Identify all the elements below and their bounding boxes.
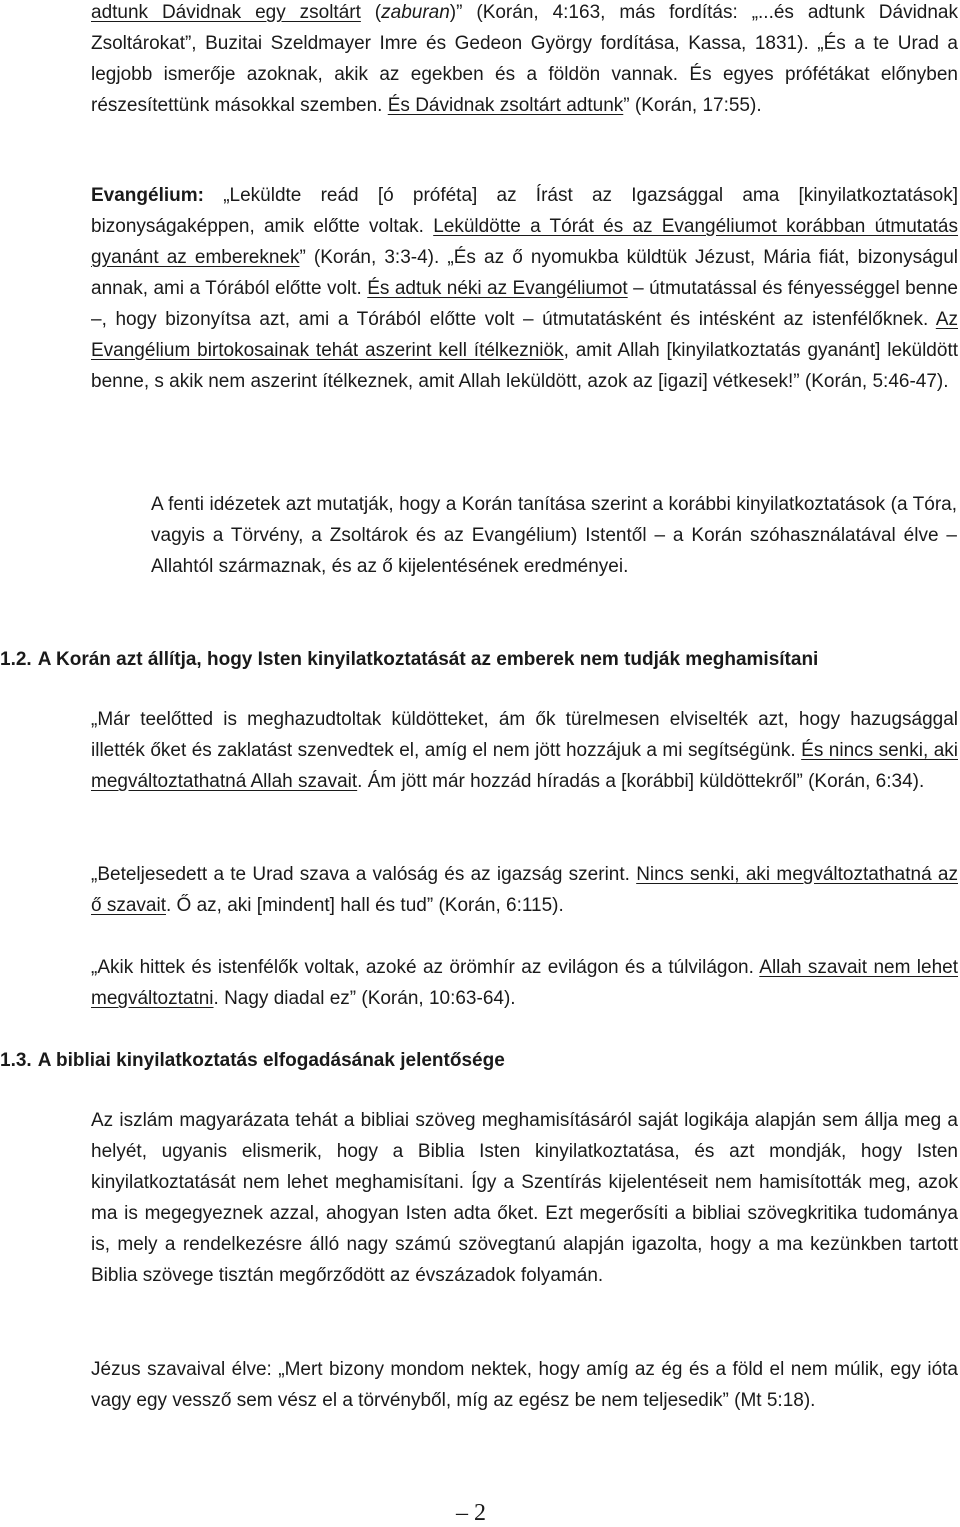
text-run: „Leküldte reád [ó próféta] az Írást az Igazsággal ama [kinyilatkoztatások] bizonyságaképpen, amik előtte voltak. (91, 185, 958, 237)
text-run: . Nagy diadal ez” (Korán, 10:63-64). (213, 988, 516, 1009)
bold-label: Evangélium: (91, 185, 204, 206)
underlined-quote: Az Evangélium birtokosainak tehát aszerint kell ítélkezniök (91, 309, 958, 361)
paragraph-jesus-quote: Jézus szavaival élve: „Mert bizony mondom nektek, hogy amíg az ég és a föld el nem múlik, egy ióta vagy egy vessző sem vész el a törvényből, míg az egész be nem teljesedik” (Mt 5:18). (91, 1359, 958, 1411)
text-run: „Akik hittek és istenfélők voltak, azoké az örömhír az evilágon és a túlvilágon. (91, 957, 760, 978)
paragraph-quote-10-63 (91, 952, 958, 1014)
underlined-quote: Leküldötte a Tórát és az Evangéliumot korábban útmutatás gyanánt az embereknek (91, 216, 958, 268)
paragraph-quote-6-34 (91, 704, 958, 797)
underlined-quote: És Dávidnak zsoltárt adtunk (387, 95, 624, 116)
section-heading-1-3 (0, 1046, 505, 1076)
paragraph-evangelium (91, 180, 958, 397)
section-number: 1.2. (0, 649, 32, 670)
text-run: „Már teelőtted is meghazudtoltak küldötteket, ám ők türelmesen elviselték azt, hogy hazugsággal illették őket és zaklatást szenvedtek el, amíg el nem jött hozzájuk a mi segítségünk. (91, 709, 958, 761)
underlined-quote: Allah szavait nem lehet megváltoztatni (91, 957, 959, 1009)
text-run: És a te Urad a legjobb ismerője azoknak, akik az egekben és a földön vannak. És egyes prófétákat előnyben részesítettünk másokkal szemben. (91, 33, 959, 116)
footer-dash: – (456, 1500, 468, 1526)
text-run: „Beteljesedett a te Urad szava a valóság és az igazság szerint. (91, 864, 637, 885)
underlined-quote: adtunk Dávidnak egy zsoltárt (91, 2, 361, 23)
section-title: A bibliai kinyilatkoztatás elfogadásának jelentősége (37, 1050, 505, 1071)
underlined-quote: És nincs senki, aki megváltoztathatná Allah szavait (91, 740, 958, 792)
page-number: 2 (474, 1500, 486, 1526)
paragraph-summary: A fenti idézetek azt mutatják, hogy a Korán tanítása szerint a korábbi kinyilatkoztatások (a Tóra, vagyis a Törvény, a Zsoltárok és az Evangélium) Istentől – a Korán szóhasználatával élve – Allahtól származnak, és az ő kijelentésének eredményei. (151, 494, 957, 577)
paragraph-conclusion: Az iszlám magyarázata tehát a bibliai szöveg meghamisításáról saját logikája alapján sem állja meg a helyét, ugyanis elismerik, hogy a Biblia Isten kinyilatkoztatása, és azt mondják, hogy Isten kinyilatkoztatását nem lehet meghamisítani. Így a Szentírás kijelentéseit nem hamisították meg, azok ma is megegyeznek azzal, ahogyan Isten adta őket. Ezt megerősíti a bibliai szövegkritika tudománya is, mely a rendelkezésre álló nagy számú szövegtanú alapján igazolta, hogy a ma kezünkben tartott Biblia szövege tisztán megőrződött az évszázadok folyamán. (91, 1110, 958, 1286)
text-run: ” (Korán, 17:55). (623, 95, 762, 116)
text-run: ” (Korán, 3:3-4). „És az ő nyomukba küldtük Jézust, Mária fiát, bizonyságul annak, ami a Tórából előtte volt. (91, 247, 959, 299)
text-run: , amit Allah [kinyilatkoztatás gyanánt] leküldött benne, s akik nem aszerint ítélkeznek, amit Allah leküldött, azok az [igazi] vétkesek!” (Korán, 5:46-47). (91, 340, 959, 392)
text-run: ( (360, 2, 382, 23)
section-heading-1-2 (0, 645, 818, 675)
italic-term: zaburan (381, 2, 450, 23)
page-number-footer (0, 1500, 960, 1527)
text-run: . Ám jött már hozzád híradás a [korábbi] küldöttekről” (Korán, 6:34). (357, 771, 925, 792)
section-number: 1.3. (0, 1050, 32, 1071)
underlined-quote: Nincs senki, aki megváltoztathatná az ő szavait (91, 864, 958, 916)
text-run: )” (Korán, 4:163, más fordítás: „...és adtunk Dávidnak Zsoltárokat”, Buzitai Szeldmayer Imre és Gedeon György fordítása, Kassa, 1831). „ (91, 2, 959, 54)
underlined-quote: És adtuk néki az Evangéliumot (367, 278, 628, 299)
paragraph-zsoltar (91, 0, 958, 121)
text-run: . Ő az, aki [mindent] hall és tud” (Korán, 6:115). (165, 895, 564, 916)
text-run: – útmutatással és fényességgel benne –, hogy bizonyítsa azt, ami a Tórából előtte volt – útmutatásként és intésként az istenfélőknek. (91, 278, 958, 330)
section-title: A Korán azt állítja, hogy Isten kinyilatkoztatását az emberek nem tudják meghamisítani (37, 649, 819, 670)
paragraph-quote-6-115 (91, 859, 958, 921)
